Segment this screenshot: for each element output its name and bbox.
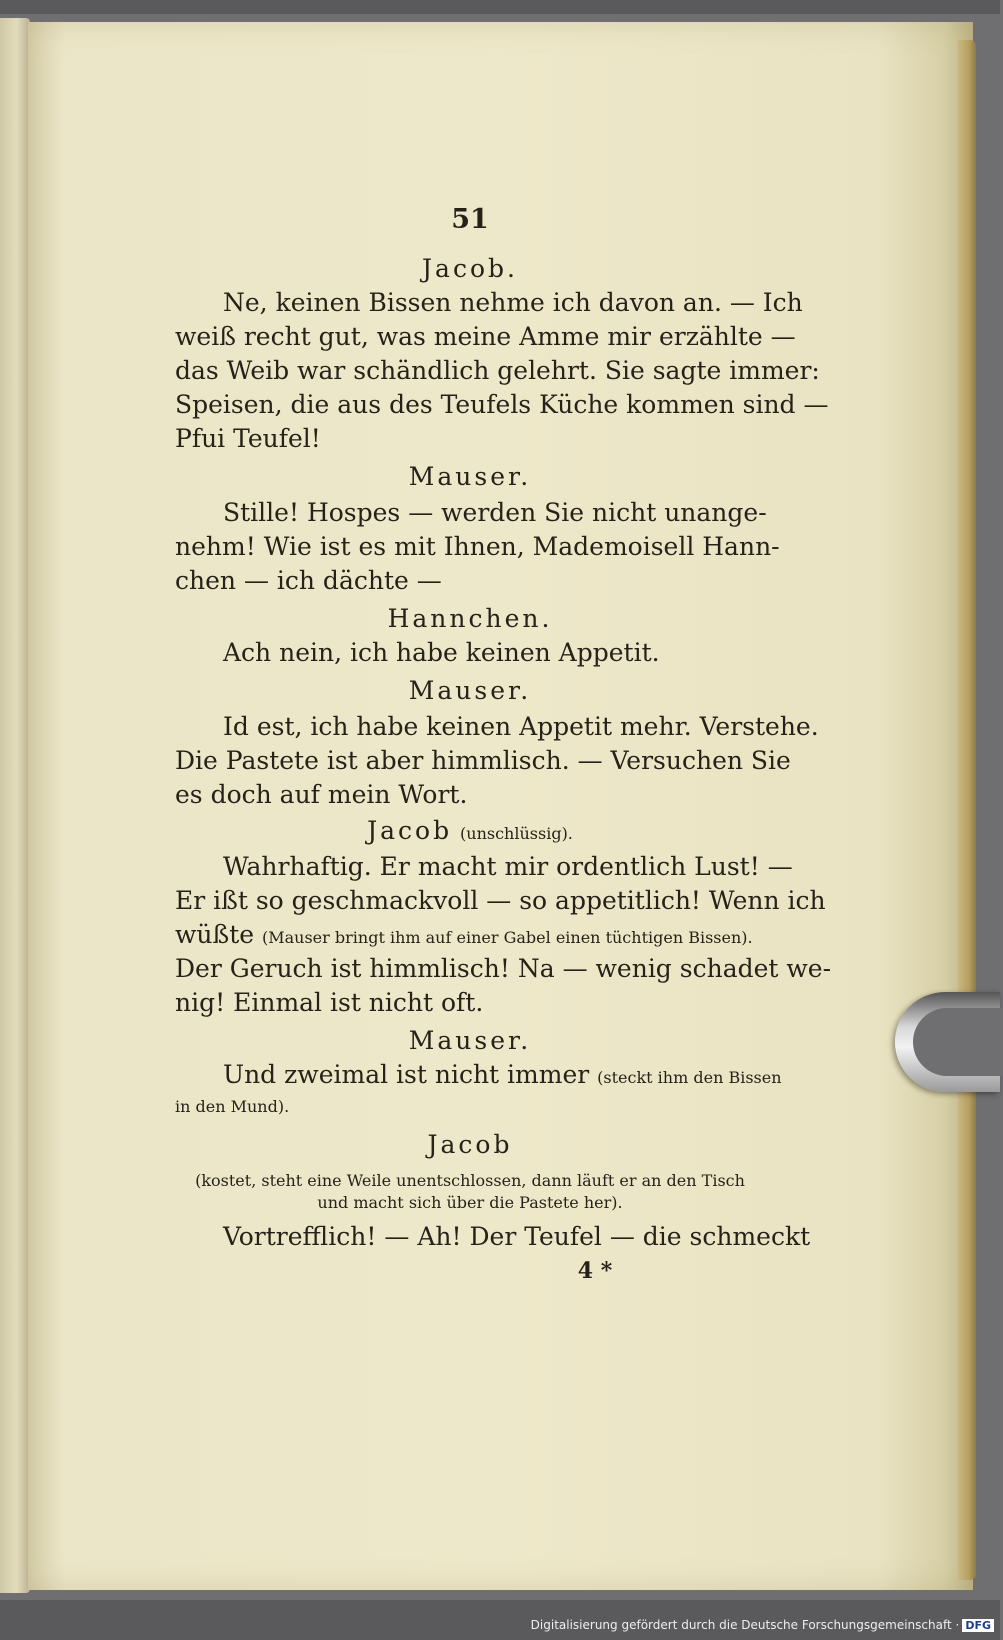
speaker-name: Mauser.	[408, 1026, 532, 1055]
text-line: weiß recht gut, was meine Amme mir erzählte —	[175, 322, 796, 351]
text-line: Pfui Teufel!	[175, 424, 321, 453]
dfg-logo: DFG	[962, 1619, 994, 1632]
speaker-name: Jacob	[367, 816, 453, 845]
text-line: Vortrefflich! — Ah! Der Teufel — die schmeckt	[223, 1222, 811, 1251]
scan-background-top	[0, 0, 1000, 14]
stage-direction: (Mauser bringt ihm auf einer Gabel einen tüchtigen Bissen).	[262, 928, 753, 947]
text-line: Ne, keinen Bissen nehme ich davon an. — Ich	[223, 288, 803, 317]
text-line: Speisen, die aus des Teufels Küche kommen sind —	[175, 390, 829, 419]
text-line: das Weib war schändlich gelehrt. Sie sagte immer:	[175, 356, 820, 385]
stage-direction: in den Mund).	[175, 1097, 290, 1116]
text-line: Er ißt so geschmackvoll — so appetitlich! Wenn ich	[175, 886, 826, 915]
text-line: Wahrhaftig. Er macht mir ordentlich Lust! —	[223, 852, 793, 881]
speaker-line	[175, 814, 765, 851]
metal-page-clip	[895, 992, 1000, 1092]
speaker-name: Jacob.	[422, 254, 518, 283]
adjacent-page-edge	[0, 18, 30, 1593]
text-line: nig! Einmal ist nicht oft.	[175, 988, 484, 1017]
digitization-footer	[531, 1618, 994, 1632]
text-line: Stille! Hospes — werden Sie nicht unange-	[223, 498, 767, 527]
page-number: 51	[451, 204, 489, 235]
text-line: Ach nein, ich habe keinen Appetit.	[223, 638, 660, 667]
signature-mark: 4 *	[577, 1258, 613, 1284]
stage-direction: und macht sich über die Pastete her).	[317, 1193, 623, 1212]
footer-text: Digitalisierung gefördert durch die Deutsche Forschungsgemeinschaft ·	[530, 1618, 960, 1632]
page-fore-edge	[958, 40, 976, 1580]
speaker-name: Mauser.	[408, 462, 532, 491]
speaker-name: Hannchen.	[387, 604, 553, 633]
text-line: Der Geruch ist himmlisch! Na — wenig schadet we-	[175, 954, 832, 983]
text-line-with-direction	[175, 918, 765, 955]
text-line: es doch auf mein Wort.	[175, 780, 468, 809]
stage-direction: (kostet, steht eine Weile unentschlossen, dann läuft er an den Tisch	[195, 1171, 745, 1190]
text-fragment: Und zweimal ist nicht immer	[223, 1060, 590, 1089]
speaker-name: Mauser.	[408, 676, 532, 705]
text-line: nehm! Wie ist es mit Ihnen, Mademoisell Hann-	[175, 532, 780, 561]
stage-direction: (steckt ihm den Bissen	[597, 1068, 782, 1087]
text-line: Id est, ich habe keinen Appetit mehr. Verstehe.	[223, 712, 819, 741]
text-fragment: wüßte	[175, 920, 255, 949]
text-line: Die Pastete ist aber himmlisch. — Versuchen Sie	[175, 746, 791, 775]
text-line: chen — ich dächte —	[175, 566, 442, 595]
speaker-name: Jacob	[427, 1130, 513, 1159]
stage-direction: (unschlüssig).	[460, 824, 573, 843]
